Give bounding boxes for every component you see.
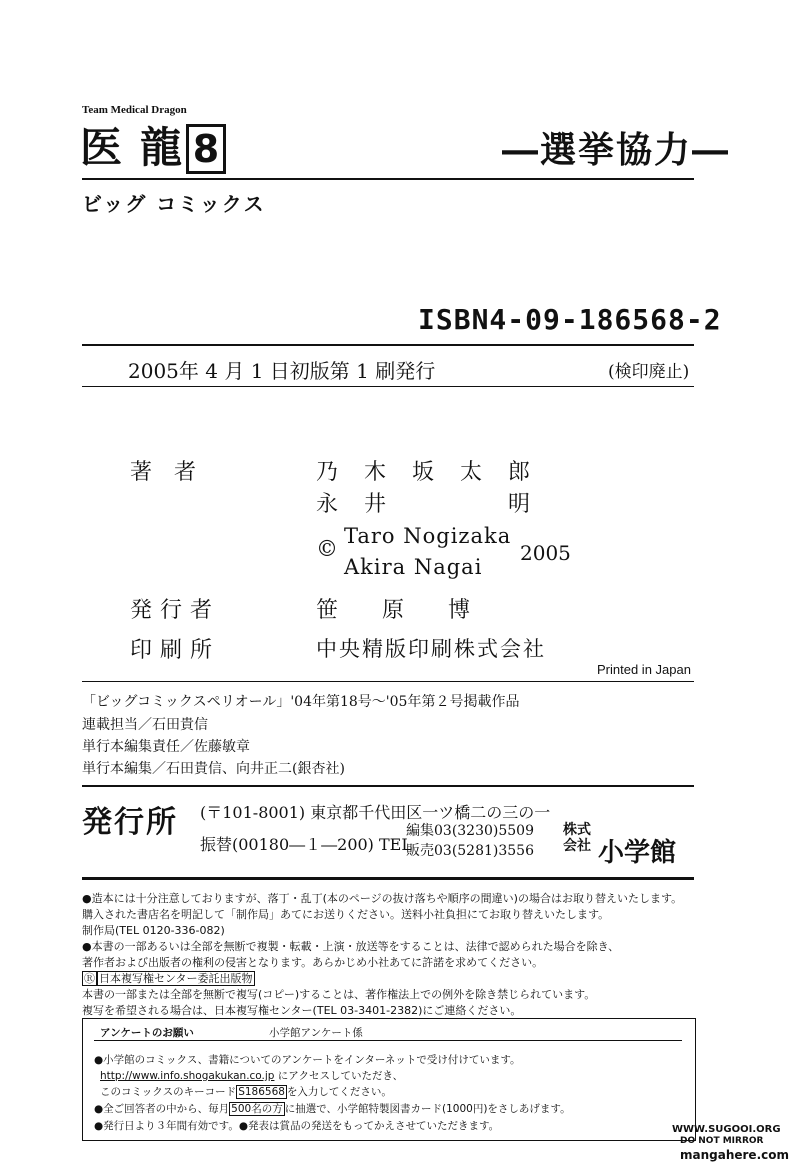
company-type-line-1: 株式 [563, 822, 591, 838]
notice-copy-contact: 複写を希望される場合は、日本複写権センター(TEL 03-3401-2382)にご連絡ください。 [82, 1004, 522, 1017]
title-divider [82, 178, 694, 180]
keycode-suffix: を入力してください。 [286, 1086, 392, 1098]
prize-count: 500名の方 [231, 1103, 283, 1115]
prize-suffix: に抽選で、小学館特製図書カード(1000円)をさしあげます。 [284, 1103, 571, 1115]
notice-rights: 著作者および出版者の権利の侵害となります。あらかじめ小社あてに許諾を求めてください。 [82, 956, 544, 969]
publisher-label: 発行者 [130, 598, 221, 623]
notice-jrrc [82, 970, 255, 986]
volume-number: 8 [186, 124, 226, 174]
credits-divider [82, 681, 694, 682]
keycode-prefix: このコミックスのキーコード [100, 1086, 237, 1098]
printed-in-japan: Printed in Japan [597, 662, 691, 677]
volume-editor: 単行本編集／石田貴信、向井正二(銀杏社) [82, 761, 345, 777]
volume-subtitle: ―選挙協力― [502, 129, 731, 171]
copyright-year: 2005 [520, 541, 571, 565]
publisher-person-name: 笹 原 博 [316, 598, 471, 623]
date-divider [82, 386, 694, 387]
survey-department: 小学館アンケート係 [269, 1027, 363, 1039]
survey-line-2 [100, 1068, 403, 1083]
survey-line-5: ●発行日より３年間有効です。●発表は賞品の発送をもってかえさせていただきます。 [94, 1120, 500, 1132]
series-english-title: Team Medical Dragon [82, 104, 187, 116]
publication-date: 2005年 4 月 1 日初版第 1 刷発行 [128, 359, 436, 383]
jrrc-label: 日本複写権センター委託出版物 [99, 972, 253, 985]
volume-editor-in-charge: 単行本編集責任／佐藤敏章 [82, 739, 250, 755]
copyright-name-2: Akira Nagai [344, 555, 483, 579]
watermark-notice: DO NOT MIRROR [680, 1136, 764, 1146]
survey-line-1: ●小学館のコミックス、書籍についてのアンケートをインターネットで受け付けています。 [94, 1054, 521, 1066]
publisher-company-name: 小学館 [598, 838, 677, 868]
company-type [563, 822, 591, 854]
author-label: 著者 [130, 460, 219, 485]
keycode: S186568 [238, 1086, 285, 1098]
serialization-editor: 連載担当／石田貴信 [82, 717, 208, 733]
serialization-divider [82, 785, 694, 787]
author-name-2: 永井 明 [316, 492, 557, 517]
watermark-source: mangahere.com [680, 1148, 789, 1162]
notice-production-tel: 制作局(TEL 0120-336-082) [82, 924, 225, 937]
notice-copy-prohibited: 本書の一部または全部を無断で複写(コピー)することは、著作権法上での例外を除き禁じられています。 [82, 988, 596, 1001]
watermark-site: WWW.SUGOOI.ORG [672, 1124, 781, 1135]
survey-title-underline [94, 1040, 682, 1041]
notice-return: 購入された書店名を明記して「制作局」あてにお送りください。送料小社負担にてお取り替えいたします。 [82, 908, 610, 921]
survey-url[interactable]: http://www.info.shogakukan.co.jp [100, 1070, 275, 1082]
prize-prefix: ●全ご回答者の中から、毎月 [94, 1103, 230, 1115]
survey-line-4 [94, 1101, 571, 1116]
survey-line-3 [100, 1084, 392, 1099]
registered-mark: Ⓡ [84, 972, 95, 985]
copyright-symbol: © [316, 537, 338, 562]
editorial-phone: 編集03(3230)5509 [406, 823, 534, 839]
isbn: ISBN4-09-186568-2 [418, 303, 722, 336]
serialization-source: 「ビッグコミックスペリオール」'04年第18号～'05年第２号掲載作品 [82, 694, 520, 710]
manga-title: 医龍 [80, 123, 201, 172]
survey-title: アンケートのお願い [100, 1027, 194, 1039]
publisher-divider [82, 877, 694, 880]
author-name-1: 乃木坂太郎 [316, 460, 557, 485]
company-type-line-2: 会社 [563, 838, 591, 854]
printer-company-name: 中央精版印刷株式会社 [316, 637, 546, 661]
copyright-name-1: Taro Nogizaka [344, 524, 512, 548]
publisher-address: (〒101-8001) 東京都千代田区一ツ橋二の三の一 [200, 803, 551, 822]
isbn-divider [82, 344, 694, 346]
sales-phone: 販売03(5281)3556 [406, 843, 534, 859]
notice-copyright: ●本書の一部あるいは全部を無断で複製・転載・上演・放送等をすることは、法律で認められた場合を除き、 [82, 940, 620, 953]
imprint-label: ビッグ コミックス [82, 192, 266, 216]
transfer-account: 振替(00180―１―200) TEL [200, 835, 412, 854]
notice-defect: ●造本には十分注意しておりますが、落丁・乱丁(本のページの抜け落ちや順序の間違い)の場合はお取り替えいたします。 [82, 892, 683, 905]
seal-abolished-note: (検印廃止) [608, 362, 690, 382]
printer-label: 印刷所 [130, 638, 221, 663]
publishing-house-label: 発行所 [82, 805, 178, 840]
survey-url-suffix: にアクセスしていただき、 [274, 1070, 404, 1082]
